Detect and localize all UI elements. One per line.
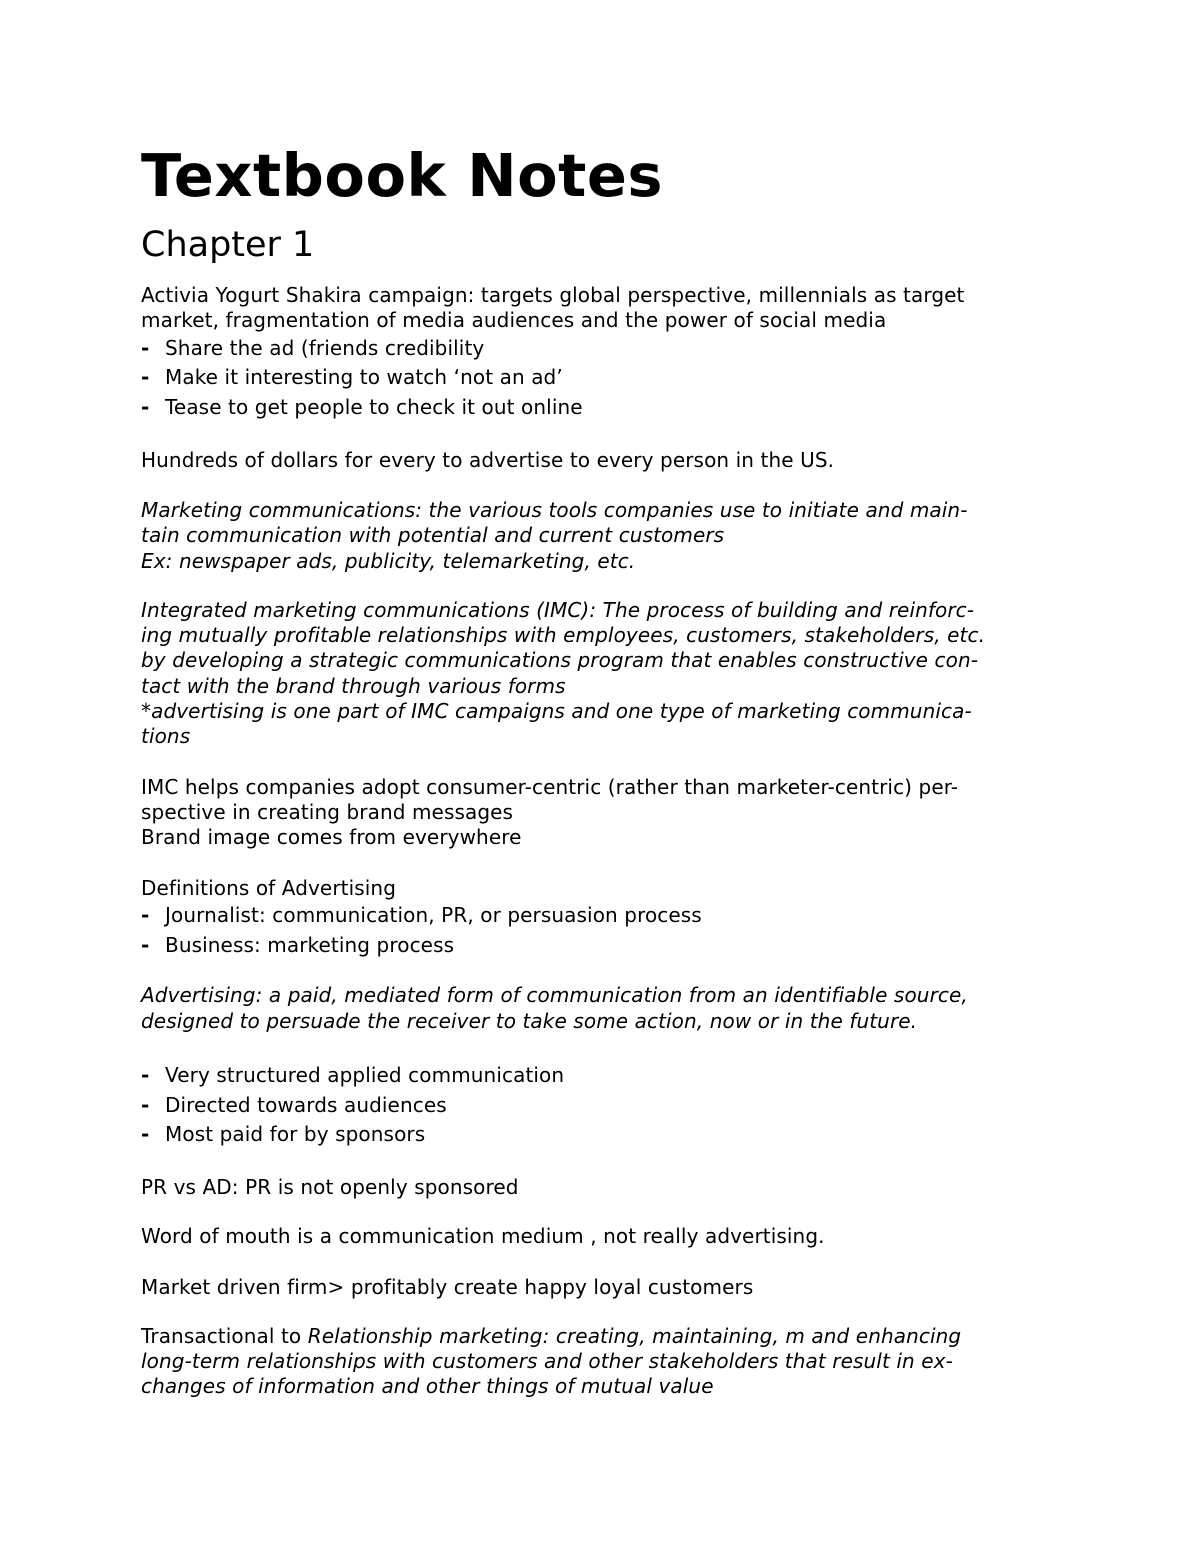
imc-line-4: tact with the brand through various forms xyxy=(141,673,566,698)
relationship-section xyxy=(141,1324,1051,1400)
advertising-def-line-1: Advertising: a paid, mediated form of communication from an identifiable source, xyxy=(141,983,968,1008)
word-of-mouth-paragraph: Word of mouth is a communication medium , not really advertising. xyxy=(141,1224,825,1249)
dash-icon: - xyxy=(141,335,150,360)
intro-bullet-list xyxy=(141,334,1051,423)
list-item xyxy=(141,1091,1051,1121)
definitions-heading: Definitions of Advertising xyxy=(141,875,396,900)
intro-section xyxy=(141,283,1051,423)
marcom-line-2: tain communication with potential and current customers xyxy=(141,523,725,548)
bullet-text: Most paid for by sponsors xyxy=(165,1122,426,1147)
bullet-text: Journalist: communication, PR, or persuasion process xyxy=(165,902,702,927)
list-item xyxy=(141,363,1051,393)
relationship-lead: Transactional to xyxy=(141,1323,308,1348)
marcom-line-1: Marketing communications: the various tools companies use to initiate and main- xyxy=(141,498,968,522)
intro-line-1: Activia Yogurt Shakira campaign: targets global perspective, millennials as target xyxy=(141,283,965,307)
document-title: Textbook Notes xyxy=(141,141,664,210)
imc-helps-line-2: spective in creating brand messages xyxy=(141,799,514,824)
list-item xyxy=(141,1120,1051,1150)
bullet-text: Very structured applied communication xyxy=(165,1062,565,1087)
definitions-section xyxy=(141,876,1051,961)
hundreds-paragraph: Hundreds of dollars for every to advertise to every person in the US. xyxy=(141,447,835,472)
list-item xyxy=(141,393,1051,423)
dash-icon: - xyxy=(141,395,150,419)
imc-line-2: ing mutually profitable relationships with employees, customers, stakeholders, etc. xyxy=(141,623,986,648)
advertising-definition xyxy=(141,983,1051,1034)
ad-traits-list xyxy=(141,1061,1051,1150)
dash-icon: - xyxy=(141,1092,150,1117)
intro-line-2: market, fragmentation of media audiences and the power of social media xyxy=(141,308,887,333)
pr-vs-ad-paragraph: PR vs AD: PR is not openly sponsored xyxy=(141,1174,519,1199)
chapter-heading: Chapter 1 xyxy=(141,225,315,265)
list-item xyxy=(141,1061,1051,1091)
imc-line-5: *advertising is one part of IMC campaigns and one type of marketing communica- xyxy=(141,699,972,724)
list-item xyxy=(141,931,1051,961)
bullet-text: Share the ad (friends credibility xyxy=(165,335,485,360)
dash-icon: - xyxy=(141,1122,150,1147)
relationship-line-2: long-term relationships with customers and other stakeholders that result in ex- xyxy=(141,1349,953,1374)
imc-helps-line-1: IMC helps companies adopt consumer-centric (rather than marketer-centric) per- xyxy=(141,774,959,799)
relationship-term: Relationship marketing: creating, maintaining, m and enhancing xyxy=(307,1323,962,1348)
definitions-bullet-list xyxy=(141,901,1051,960)
dash-icon: - xyxy=(141,1062,150,1087)
relationship-line-3: changes of information and other things of mutual value xyxy=(141,1374,714,1399)
imc-line-6: tions xyxy=(141,724,191,749)
imc-helps-line-3: Brand image comes from everywhere xyxy=(141,825,522,850)
dash-icon: - xyxy=(141,365,150,390)
imc-section xyxy=(141,598,1051,750)
imc-helps-section xyxy=(141,775,1051,851)
advertising-def-line-2: designed to persuade the receiver to take some action, now or in the future. xyxy=(141,1008,918,1033)
marcom-section xyxy=(141,498,1051,574)
dash-icon: - xyxy=(141,932,150,957)
bullet-text: Tease to get people to check it out online xyxy=(165,395,583,419)
relationship-line-1 xyxy=(141,1324,1051,1349)
imc-line-3: by developing a strategic communications program that enables constructive con- xyxy=(141,648,979,673)
bullet-text: Make it interesting to watch ‘not an ad’ xyxy=(165,365,563,390)
bullet-text: Directed towards audiences xyxy=(165,1092,447,1117)
document-page xyxy=(141,140,1051,1400)
dash-icon: - xyxy=(141,902,150,927)
bullet-text: Business: marketing process xyxy=(165,932,455,957)
imc-line-1: Integrated marketing communications (IMC): The process of building and reinforc- xyxy=(141,597,975,622)
marcom-line-3: Ex: newspaper ads, publicity, telemarketing, etc. xyxy=(141,548,636,573)
market-driven-paragraph: Market driven firm> profitably create happy loyal customers xyxy=(141,1274,754,1299)
list-item xyxy=(141,901,1051,931)
list-item xyxy=(141,334,1051,364)
